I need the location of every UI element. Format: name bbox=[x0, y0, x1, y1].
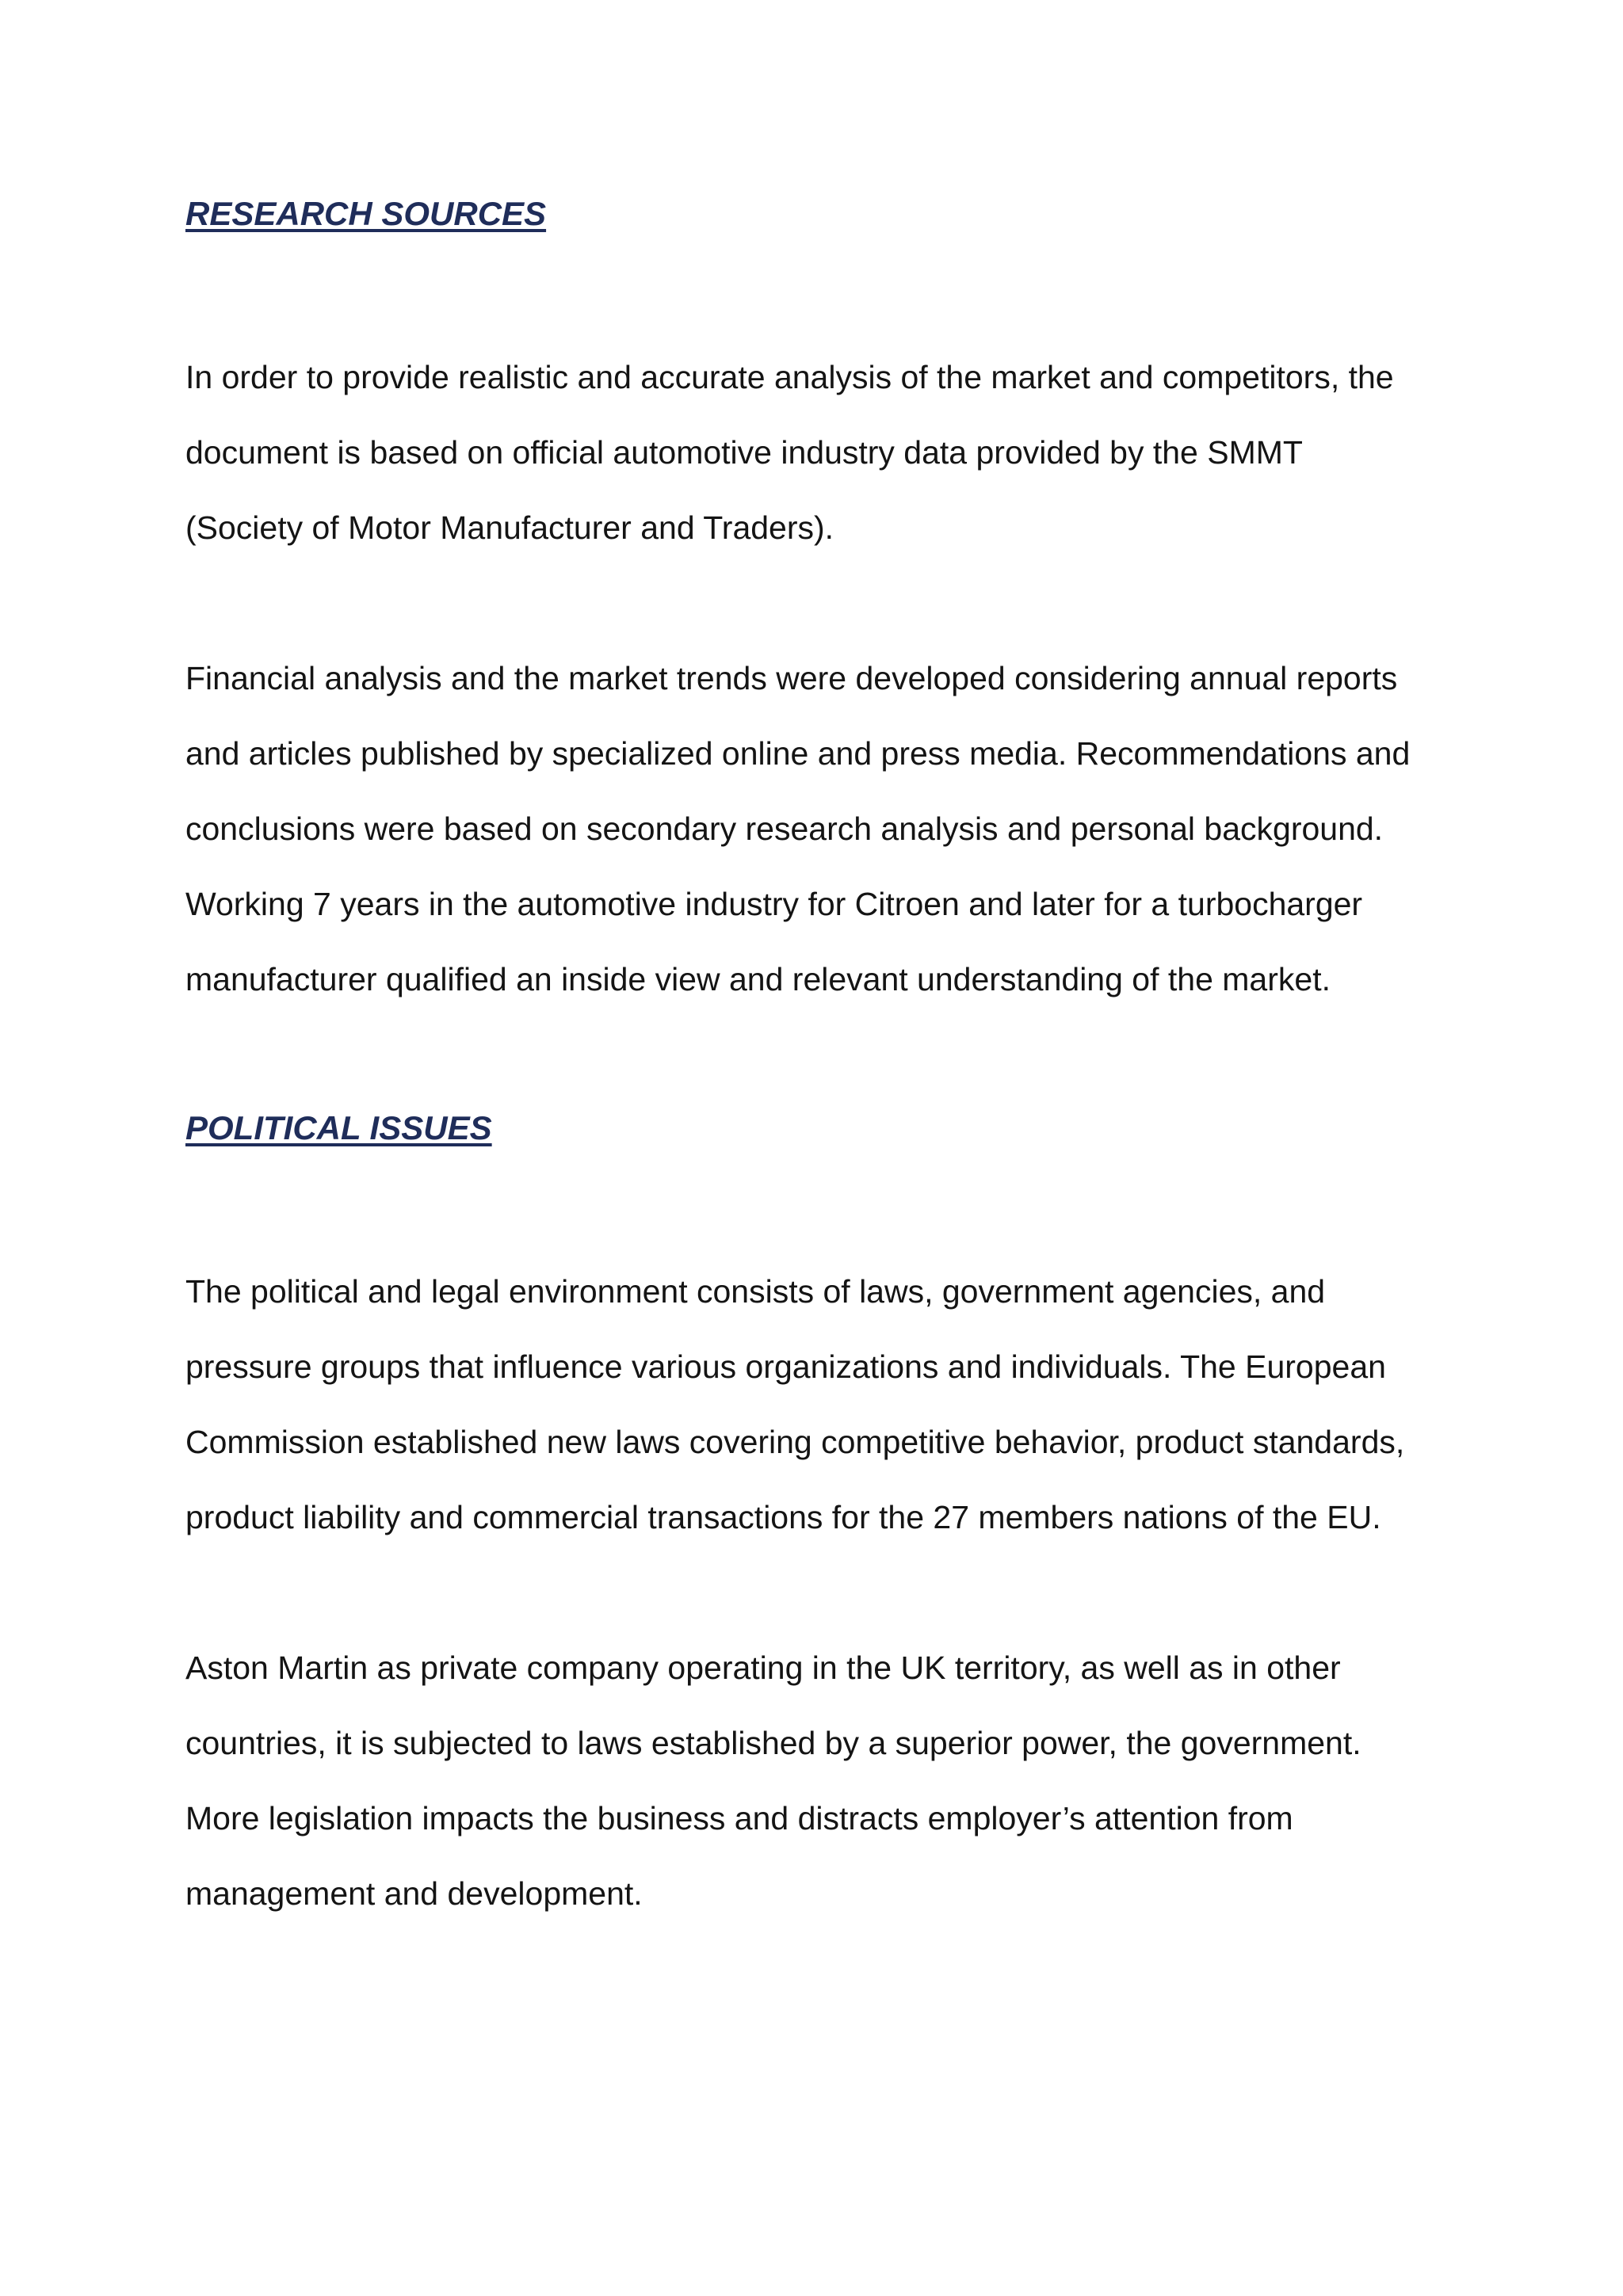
paragraph-research-2 bbox=[185, 641, 1453, 1017]
text-line: The political and legal environment consists of laws, government agencies, and bbox=[185, 1273, 1326, 1310]
text-line: Working 7 years in the automotive industry for Citroen and later for a turbocharger bbox=[185, 886, 1363, 922]
paragraph-political-2 bbox=[185, 1630, 1453, 1932]
page-content bbox=[185, 190, 1453, 1932]
section-heading-research-sources: RESEARCH SOURCES bbox=[185, 195, 547, 232]
text-line: More legislation impacts the business and distracts employer’s attention from bbox=[185, 1800, 1293, 1836]
text-line: In order to provide realistic and accurate analysis of the market and competitors, the bbox=[185, 359, 1394, 395]
text-line: Aston Martin as private company operating in the UK territory, as well as in other bbox=[185, 1650, 1341, 1686]
text-line: document is based on official automotive industry data provided by the SMMT bbox=[185, 434, 1303, 471]
text-line: and articles published by specialized online and press media. Recommendations and bbox=[185, 735, 1411, 772]
section-heading-political-issues: POLITICAL ISSUES bbox=[185, 1109, 492, 1146]
text-line: (Society of Motor Manufacturer and Traders). bbox=[185, 509, 834, 546]
text-line: countries, it is subjected to laws established by a superior power, the government. bbox=[185, 1725, 1361, 1761]
paragraph-research-1 bbox=[185, 340, 1453, 566]
text-line: conclusions were based on secondary research analysis and personal background. bbox=[185, 810, 1384, 847]
text-line: management and development. bbox=[185, 1875, 643, 1912]
paragraph-political-1 bbox=[185, 1254, 1453, 1555]
text-line: pressure groups that influence various organizations and individuals. The European bbox=[185, 1348, 1386, 1385]
text-line: product liability and commercial transactions for the 27 members nations of the EU. bbox=[185, 1499, 1381, 1535]
text-line: Financial analysis and the market trends were developed considering annual reports bbox=[185, 660, 1398, 696]
text-line: manufacturer qualified an inside view and relevant understanding of the market. bbox=[185, 961, 1331, 997]
text-line: Commission established new laws covering competitive behavior, product standards, bbox=[185, 1424, 1405, 1460]
